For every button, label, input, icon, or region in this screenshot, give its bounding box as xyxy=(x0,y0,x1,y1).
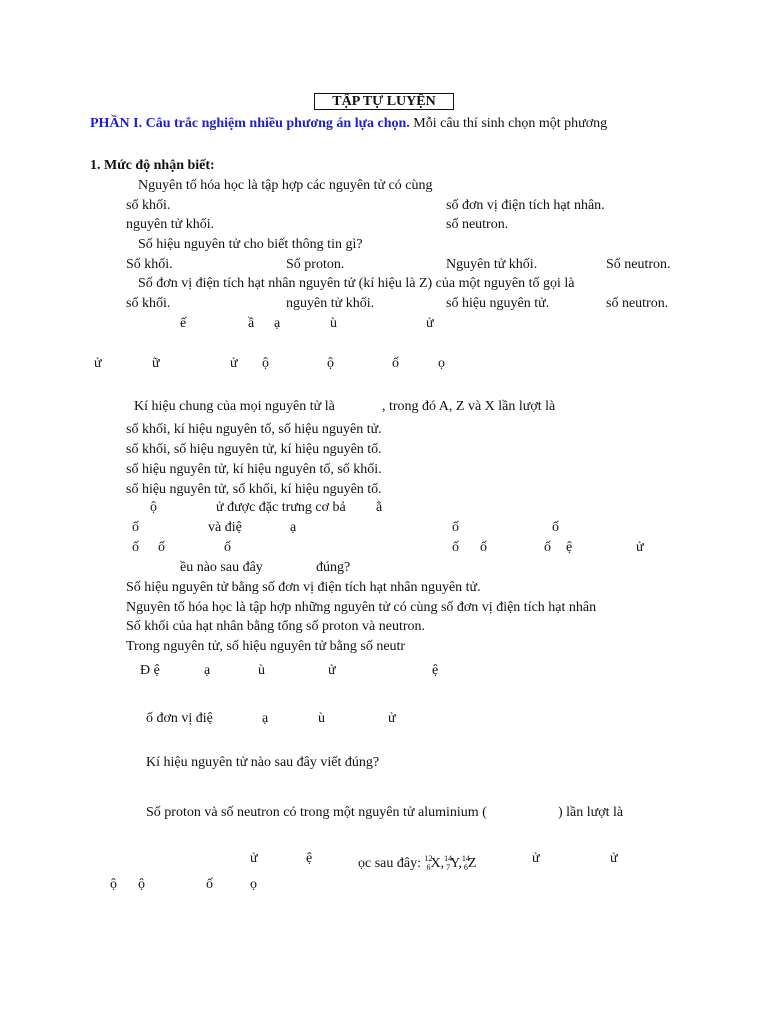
fragment: ử xyxy=(230,356,238,371)
fragment: ố xyxy=(132,520,139,535)
q3-stem: Số đơn vị điện tích hạt nhân nguyên tử (kí hiệu là Z) của một nguyên tố gọi là xyxy=(138,276,575,291)
q5-option-d: số hiệu nguyên tử, số khối, kí hiệu nguyên tố. xyxy=(126,482,382,497)
q7-option-c: Số khối của hạt nhân bằng tổng số proton và neutron. xyxy=(126,619,426,634)
fragment: ạ xyxy=(262,711,269,726)
fragment: ử xyxy=(426,316,434,331)
fragment: ạ xyxy=(204,663,211,678)
q7-stem: ều nào sau đây xyxy=(180,560,263,575)
q11-stem-text: ọc sau đây: xyxy=(358,856,421,871)
fragment: ệ xyxy=(432,663,439,678)
q3-option-d: số neutron. xyxy=(606,296,669,311)
q3-option-b: nguyên tử khối. xyxy=(286,296,375,311)
q2-option-a: Số khối. xyxy=(126,257,173,272)
part-heading xyxy=(90,116,607,132)
q7-stem-end: đúng? xyxy=(316,560,351,575)
q1-option-b: số đơn vị điện tích hạt nhân. xyxy=(446,198,605,213)
fragment: ử xyxy=(328,663,336,678)
q3-option-a: số khối. xyxy=(126,296,171,311)
q7-option-b: Nguyên tố hóa học là tập hợp những nguyên tử có cùng số đơn vị điện tích hạt nhân xyxy=(126,600,597,615)
fragment: ố xyxy=(452,540,459,555)
fragment: ộ xyxy=(327,356,334,371)
fragment: ù xyxy=(330,316,337,331)
fragment: ố xyxy=(132,540,139,555)
q6-stem: ử được đặc trưng cơ bả xyxy=(216,500,346,515)
q5-option-a: số khối, kí hiệu nguyên tố, số hiệu nguyên tử. xyxy=(126,422,382,437)
q7-option-a: Số hiệu nguyên tử bằng số đơn vị điện tích hạt nhân nguyên tử. xyxy=(126,580,481,595)
q11-stem xyxy=(358,851,476,876)
fragment: ệ xyxy=(566,540,573,555)
fragment: ù xyxy=(318,711,325,726)
fragment: ử xyxy=(532,851,540,866)
fragment: ộ xyxy=(110,877,117,892)
q1-option-d: số neutron. xyxy=(446,217,509,232)
part-instruction: Mỗi câu thí sinh chọn một phương xyxy=(409,116,608,131)
q2-option-c: Nguyên tử khối. xyxy=(446,257,538,272)
q2-stem: Số hiệu nguyên tử cho biết thông tin gì? xyxy=(138,237,363,252)
fragment: ạ xyxy=(274,316,281,331)
isotope-z: $^{14}_6$Z xyxy=(461,854,477,872)
fragment: ọ xyxy=(438,356,445,371)
q1-option-a: số khối. xyxy=(126,198,171,213)
fragment: ế xyxy=(180,316,187,331)
fragment: ử xyxy=(94,356,102,371)
q7-option-d: Trong nguyên tử, số hiệu nguyên tử bằng số neutr xyxy=(126,639,406,654)
fragment: ố đơn vị điệ xyxy=(146,711,213,726)
fragment: ố xyxy=(480,540,487,555)
fragment: ố xyxy=(552,520,559,535)
isotope-x: $^{12}_6$X, xyxy=(424,854,445,872)
fragment: ố xyxy=(544,540,551,555)
fragment: ử xyxy=(250,851,258,866)
fragment: ọ xyxy=(250,877,257,892)
fragment: ố xyxy=(158,540,165,555)
fragment: ù xyxy=(258,663,265,678)
isotope-y: $^{14}_7$Y, xyxy=(444,854,462,872)
fragment: ộ xyxy=(138,877,145,892)
q5-option-b: số khối, số hiệu nguyên tử, kí hiệu nguyên tố. xyxy=(126,442,382,457)
fragment: ữ xyxy=(152,356,160,371)
fragment: ử xyxy=(636,540,644,555)
q1-stem: Nguyên tố hóa học là tập hợp các nguyên tử có cùng xyxy=(138,178,433,193)
q5-stem-end: , trong đó A, Z và X lần lượt là xyxy=(382,399,556,414)
fragment: ử xyxy=(388,711,396,726)
fragment: ộ xyxy=(150,500,157,515)
q1-option-c: nguyên tử khối. xyxy=(126,217,215,232)
q10-stem-end: ) lần lượt là xyxy=(558,805,624,820)
q5-option-c: số hiệu nguyên tử, kí hiệu nguyên tố, số khối. xyxy=(126,462,382,477)
q5-stem: Kí hiệu chung của mọi nguyên tử là xyxy=(134,399,335,414)
fragment: Đ ệ xyxy=(140,663,160,678)
q10-stem: Số proton và số neutron có trong một nguyên tử aluminium ( xyxy=(146,805,487,820)
fragment: ố xyxy=(392,356,399,371)
fragment: ố xyxy=(452,520,459,535)
worksheet-title: TẬP TỰ LUYỆN xyxy=(314,93,454,110)
q2-option-d: Số neutron. xyxy=(606,257,671,272)
fragment: ạ xyxy=(290,520,297,535)
fragment: ố xyxy=(224,540,231,555)
fragment: ố xyxy=(206,877,213,892)
fragment: ầ xyxy=(248,316,255,331)
part-label: PHẦN I. Câu trắc nghiệm nhiều phương án lựa chọn. xyxy=(90,116,410,131)
section-heading: 1. Mức độ nhận biết: xyxy=(90,158,215,173)
fragment: và điệ xyxy=(208,520,242,535)
q2-option-b: Số proton. xyxy=(286,257,345,272)
fragment: ệ xyxy=(306,851,313,866)
fragment: ử xyxy=(610,851,618,866)
q3-option-c: số hiệu nguyên tử. xyxy=(446,296,550,311)
fragment: ằ xyxy=(376,500,383,515)
fragment: ộ xyxy=(262,356,269,371)
q9-stem: Kí hiệu nguyên tử nào sau đây viết đúng? xyxy=(146,755,380,770)
